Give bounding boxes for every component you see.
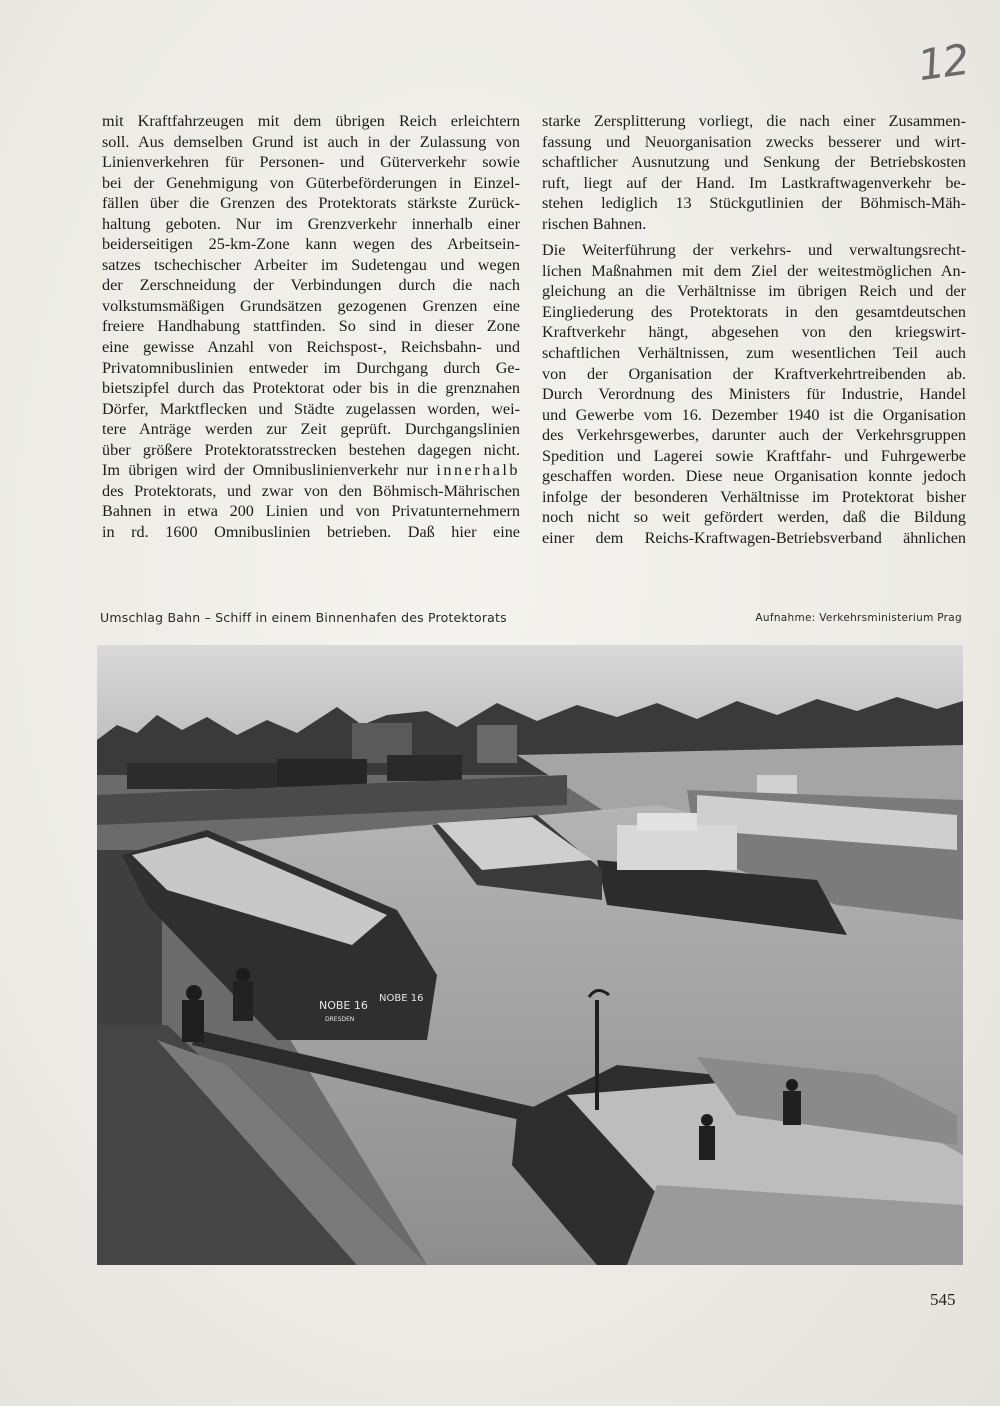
boat-name-label: NOBE 16 [319, 999, 368, 1012]
photo-caption: Umschlag Bahn – Schiff in einem Binnenhafen des Protektorats [100, 610, 507, 625]
boat-name-label: NOBE 16 [379, 993, 424, 1004]
left-text-column [102, 111, 520, 542]
text-line: Die Weiterführung der verkehrs- und verwaltungsrecht- [542, 241, 966, 260]
text-line: bei der Genehmigung von Güterbeförderungen in Einzel- [102, 173, 520, 192]
right-text-column [542, 111, 966, 548]
text-line: mit Kraftfahrzeugen mit dem übrigen Reich erleichtern [102, 112, 520, 130]
text-line: fassung und Neuorganisation zwecks besserer und wirt- [542, 132, 966, 151]
harbor-photo-drawing [97, 645, 963, 1265]
text-line: tere Anträge werden zur Zeit geprüft. Durchgangslinien [102, 420, 520, 439]
text-line: soll. Aus demselben Grund ist auch in der Zulassung von [102, 132, 520, 151]
text-line: Linienverkehren für Personen- und Güterverkehr sowie [102, 153, 520, 172]
text-line: Spedition und Lagerei sowie Kraftfahr- und Fuhrgewerbe [542, 446, 966, 465]
text-line: fällen über die Grenzen des Protektorats stärkste Zurück- [102, 194, 520, 213]
harbor-photograph [97, 645, 963, 1265]
text-line: des Protektorats, und zwar von den Böhmisch-Mährischen [102, 481, 520, 500]
text-line: stehen lediglich 13 Stückgutlinien der Böhmisch-Mäh- [542, 194, 966, 213]
text-line: freiere Handhabung stattfinden. So sind in dieser Zone [102, 317, 520, 336]
text-line: einer dem Reichs-Kraftwagen-Betriebsverband ähnlichen [542, 528, 966, 547]
text-line: bietszipfel durch das Protektorat oder bis in die grenznahen [102, 379, 520, 398]
text-line: satzes tschechischer Arbeiter im Sudetengau und wegen [102, 255, 520, 274]
text-line: von der Organisation der Kraftverkehrtreibenden ab. [542, 364, 966, 383]
spaced-emphasis: innerhalb [436, 461, 520, 480]
text-line: rischen Bahnen. [542, 214, 647, 233]
boat-port-label: DRESDEN [325, 1016, 355, 1023]
text-line: eine gewisse Anzahl von Reichspost-, Reichsbahn- und [102, 338, 520, 357]
text-line: und Gewerbe vom 16. Dezember 1940 ist die Organisation [542, 405, 966, 424]
text-line: haltung geboten. Nur im Grenzverkehr innerhalb einer [102, 214, 520, 233]
text-line: Privatomnibuslinien entweder im Durchgang durch Ge- [102, 358, 520, 377]
text-line [102, 460, 520, 481]
text-line: lichen Maßnahmen mit dem Ziel der weitestmöglichen An- [542, 261, 966, 280]
text-line: der Zerschneidung der Verbindungen durch die nach [102, 276, 520, 295]
text-line: des Verkehrsgewerbes, darunter auch der Verkehrsgruppen [542, 426, 966, 445]
text-line: geschaffen worden. Diese neue Organisation konnte jedoch [542, 467, 966, 486]
text-line: ruft, liegt auf der Hand. Im Lastkraftwagenverkehr be- [542, 173, 966, 192]
text-line: noch nicht so weit gefördert werden, daß die Bildung [542, 508, 966, 527]
text-line: Eingliederung des Protektorats in den gesamtdeutschen [542, 302, 966, 321]
text-line: über größere Protektoratsstrecken bestehen dagegen nicht. [102, 440, 520, 459]
text-line: Kraftverkehr hängt, abgesehen von den kriegswirt- [542, 323, 966, 342]
page-number: 545 [930, 1290, 956, 1309]
text-line: volkstumsmäßigen Grundsätzen gezogenen Grenzen eine [102, 296, 520, 315]
text-line: infolge der besonderen Verhältnisse im Protektorat bisher [542, 487, 966, 506]
text-fragment: Im übrigen wird der Omnibuslinienverkehr nur [102, 461, 437, 480]
text-line: Dörfer, Marktflecken und Städte zugelassen worden, wei- [102, 399, 520, 418]
handwritten-page-mark: 12 [914, 34, 971, 91]
text-line: in rd. 1600 Omnibuslinien betrieben. Daß hier eine [102, 522, 520, 541]
text-line: gleichung an die Verhältnisse im übrigen Reich und der [542, 282, 966, 301]
text-line: starke Zersplitterung vorliegt, die nach einer Zusammen- [542, 112, 966, 130]
text-line: schaftlichen Verhältnissen, zum wesentlichen Teil auch [542, 344, 966, 363]
text-line: Bahnen in etwa 200 Linien und von Privatunternehmern [102, 502, 520, 521]
text-line: schaftlicher Ausnutzung und Senkung der Betriebskosten [542, 153, 966, 172]
text-line: Durch Verordnung des Ministers für Industrie, Handel [542, 385, 966, 404]
text-line: beiderseitigen 25-km-Zone kann wegen des Arbeitsein- [102, 235, 520, 254]
photo-credit: Aufnahme: Verkehrsministerium Prag [755, 612, 962, 624]
